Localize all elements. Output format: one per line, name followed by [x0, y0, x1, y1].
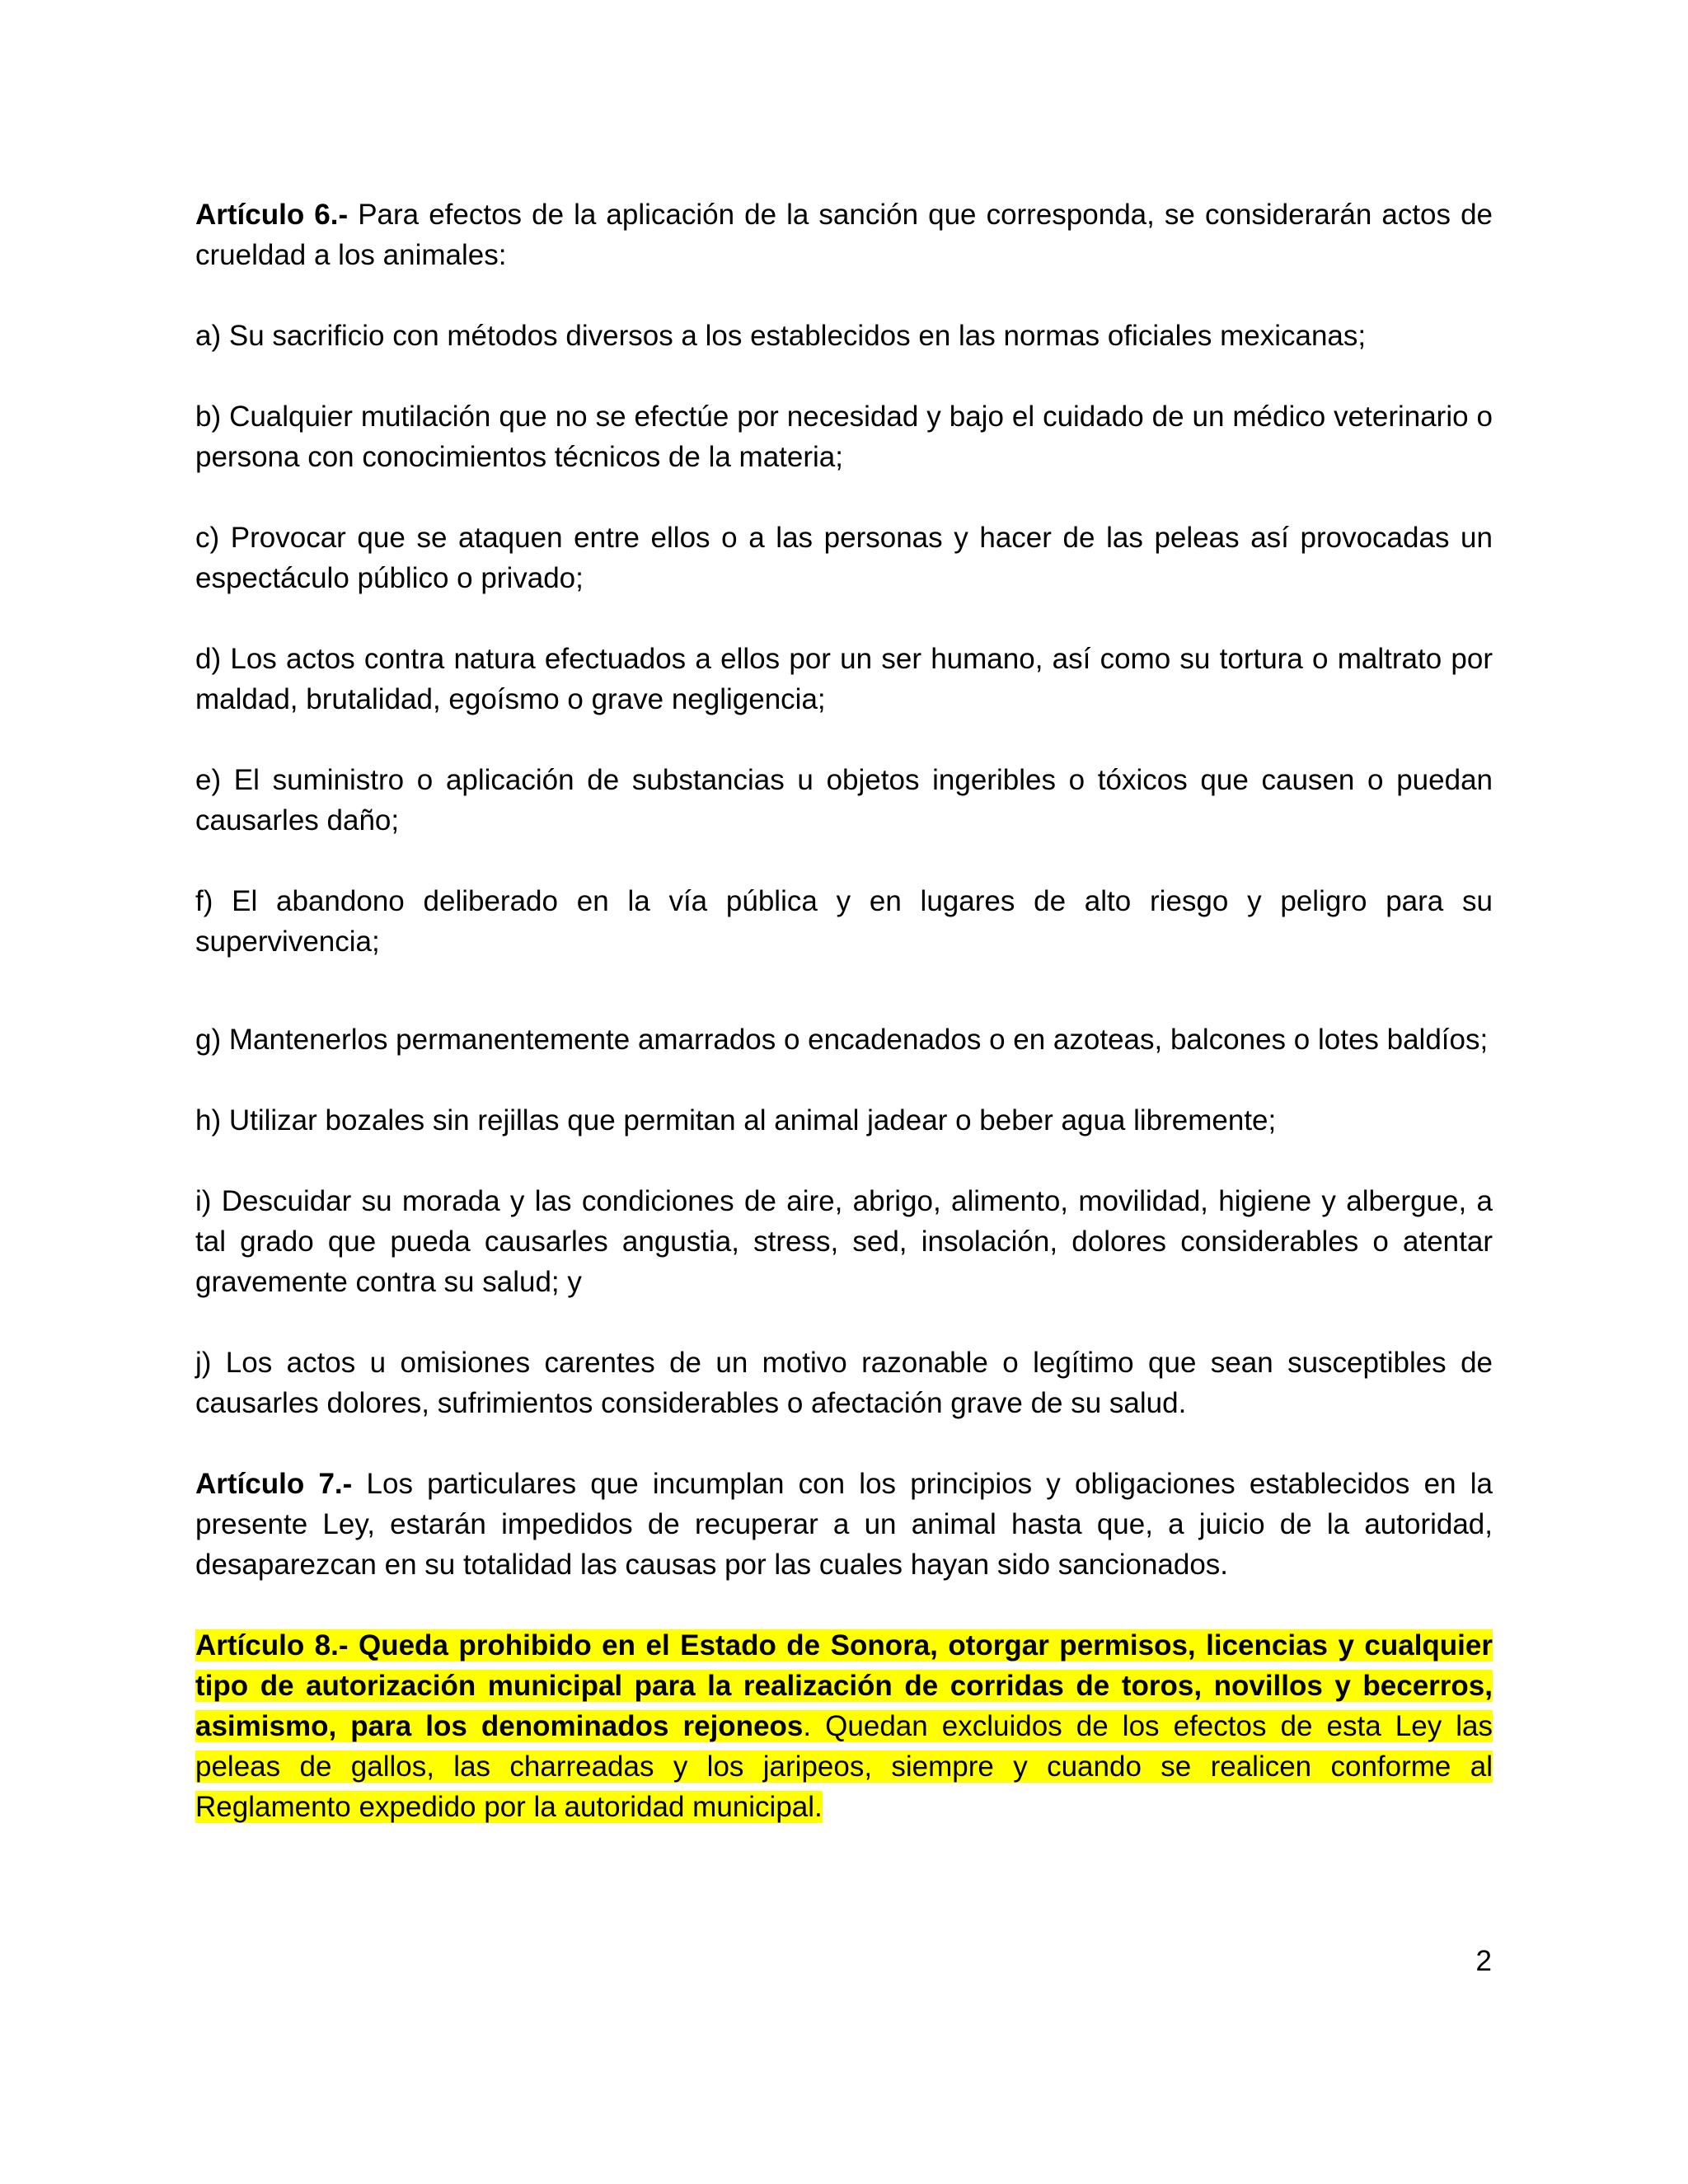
list-item-f: f) El abandono deliberado en la vía pública y en lugares de alto riesgo y peligro para su supervivencia;	[195, 885, 1493, 958]
list-item-b: b) Cualquier mutilación que no se efectúe por necesidad y bajo el cuidado de un médico veterinario o persona con conocimientos técnicos de la materia;	[195, 401, 1493, 473]
document-body	[195, 194, 1493, 1868]
article-6-label: Artículo 6.-	[195, 199, 349, 231]
article-8-highlight-text: . Quedan excluidos de los efectos de esta Ley las peleas de gallos, las charreadas y los jaripeos, siempre y cuando se realicen conforme al Reglamento expedido por la autoridad municipal.	[195, 1710, 1493, 1823]
article-7-text: Los particulares que incumplan con los principios y obligaciones establecidos en la presente Ley, estarán impedidos de recuperar a un animal hasta que, a juicio de la autoridad, desaparezcan en su totalidad las causas por las cuales hayan sido sancionados.	[195, 1468, 1493, 1581]
list-item-d: d) Los actos contra natura efectuados a ellos por un ser humano, así como su tortura o maltrato por maldad, brutalidad, egoísmo o grave negligencia;	[195, 643, 1493, 715]
list-item-c: c) Provocar que se ataquen entre ellos o a las personas y hacer de las peleas así provocadas un espectáculo público o privado;	[195, 522, 1493, 594]
list-item-i: i) Descuidar su morada y las condiciones de aire, abrigo, alimento, movilidad, higiene y albergue, a tal grado que pueda causarles angustia, stress, sed, insolación, dolores considerables o atentar gravemente contra su salud; y	[195, 1185, 1493, 1298]
list-item-j: j) Los actos u omisiones carentes de un motivo razonable o legítimo que sean susceptibles de causarles dolores, sufrimientos considerables o afectación grave de su salud.	[195, 1347, 1493, 1419]
page-number: 2	[1475, 1945, 1492, 1977]
list-item-g: g) Mantenerlos permanentemente amarrados o encadenados o en azoteas, balcones o lotes baldíos;	[195, 1024, 1489, 1056]
article-7-paragraph	[195, 1464, 1493, 1585]
article-7-label: Artículo 7.-	[195, 1468, 353, 1500]
list-item-h: h) Utilizar bozales sin rejillas que permitan al animal jadear o beber agua libremente;	[195, 1104, 1277, 1137]
list-item-e: e) El suministro o aplicación de substancias u objetos ingeribles o tóxicos que causen o puedan causarles daño;	[195, 764, 1493, 837]
article-8-paragraph	[195, 1625, 1493, 1827]
article-6-paragraph	[195, 194, 1493, 275]
article-8-bold-highlight: Artículo 8.- Queda prohibido en el Estado de Sonora, otorgar permisos, licencias y cualquier tipo de autorización municipal para la realización de corridas de toros, novillos y becerros, asimismo, para los denominados rejoneos	[195, 1629, 1493, 1742]
article-6-intro: Para efectos de la aplicación de la sanción que corresponda, se considerarán actos de crueldad a los animales:	[195, 199, 1493, 271]
list-item-a: a) Su sacrificio con métodos diversos a los establecidos en las normas oficiales mexicanas;	[195, 320, 1367, 352]
